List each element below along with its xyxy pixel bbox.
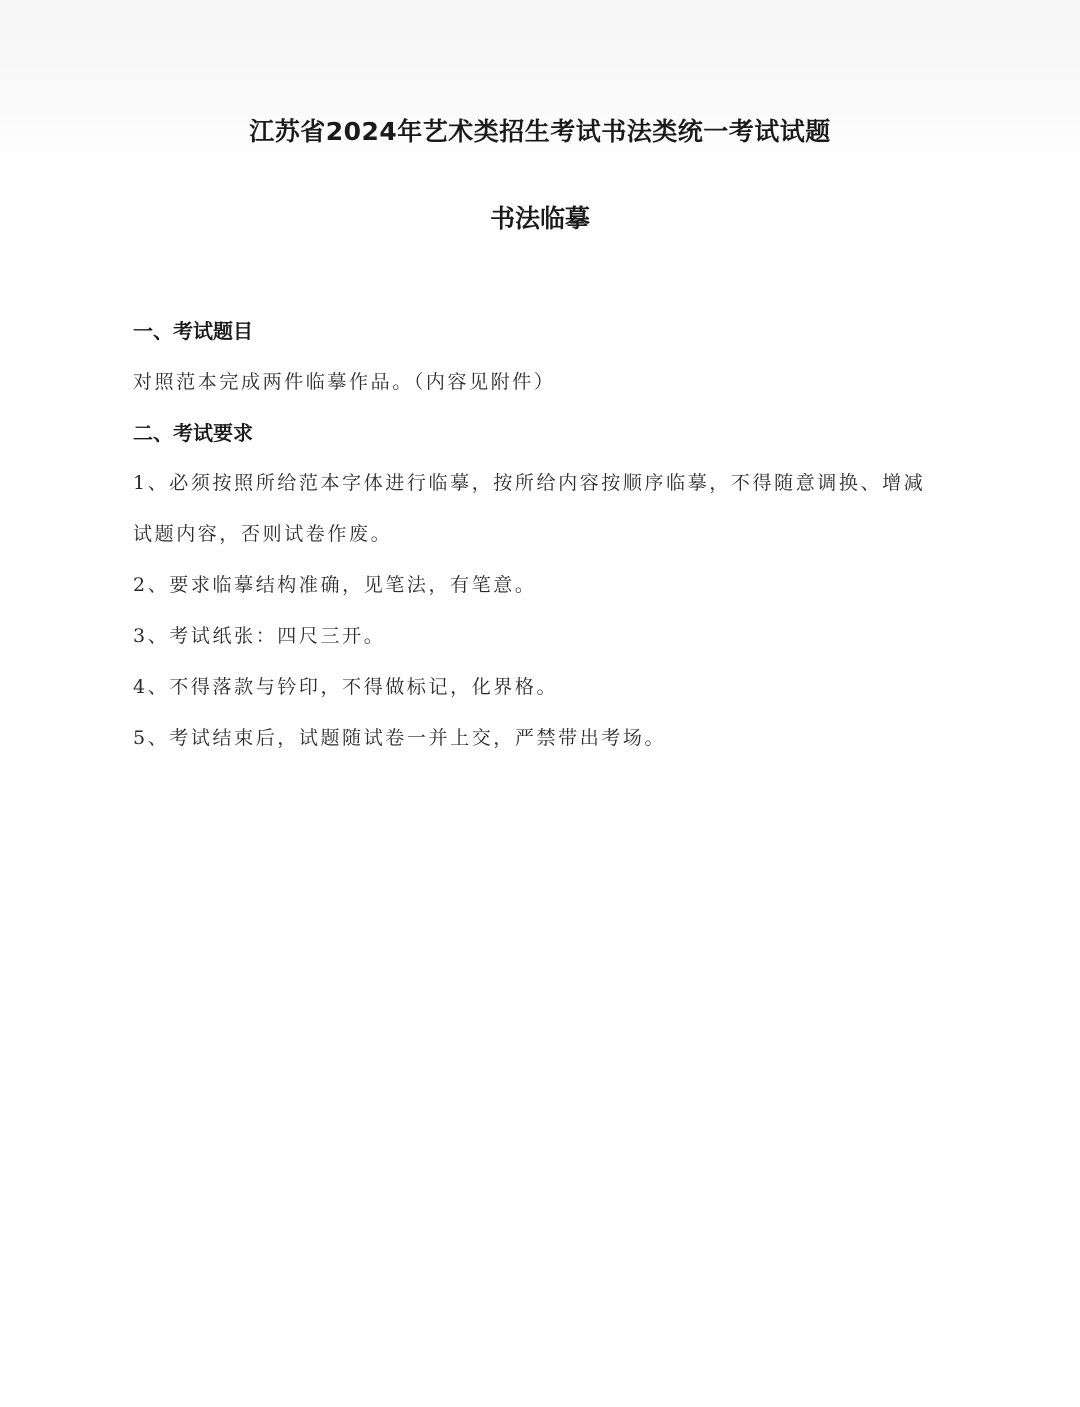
topic-text: 对照范本完成两件临摹作品。（内容见附件） <box>133 371 556 393</box>
requirement-line: 2、要求临摹结构准确，见笔法，有笔意。 <box>133 574 537 596</box>
scan-shading <box>0 0 1080 175</box>
requirement-line: 3、考试纸张：四尺三开。 <box>133 625 386 647</box>
document-title: 江苏省2024年艺术类招生考试书法类统一考试试题 <box>249 117 831 146</box>
section-heading-topic: 一、考试题目 <box>133 319 253 343</box>
document-subtitle: 书法临摹 <box>489 204 590 233</box>
requirement-line: 试题内容，否则试卷作废。 <box>133 523 393 545</box>
requirement-line: 4、不得落款与钤印，不得做标记，化界格。 <box>133 676 559 698</box>
requirement-line: 5、考试结束后，试题随试卷一并上交，严禁带出考场。 <box>133 727 667 749</box>
requirement-line: 1、必须按照所给范本字体进行临摹，按所给内容按顺序临摹，不得随意调换、增减 <box>133 472 926 494</box>
section-heading-requirements: 二、考试要求 <box>133 421 253 445</box>
